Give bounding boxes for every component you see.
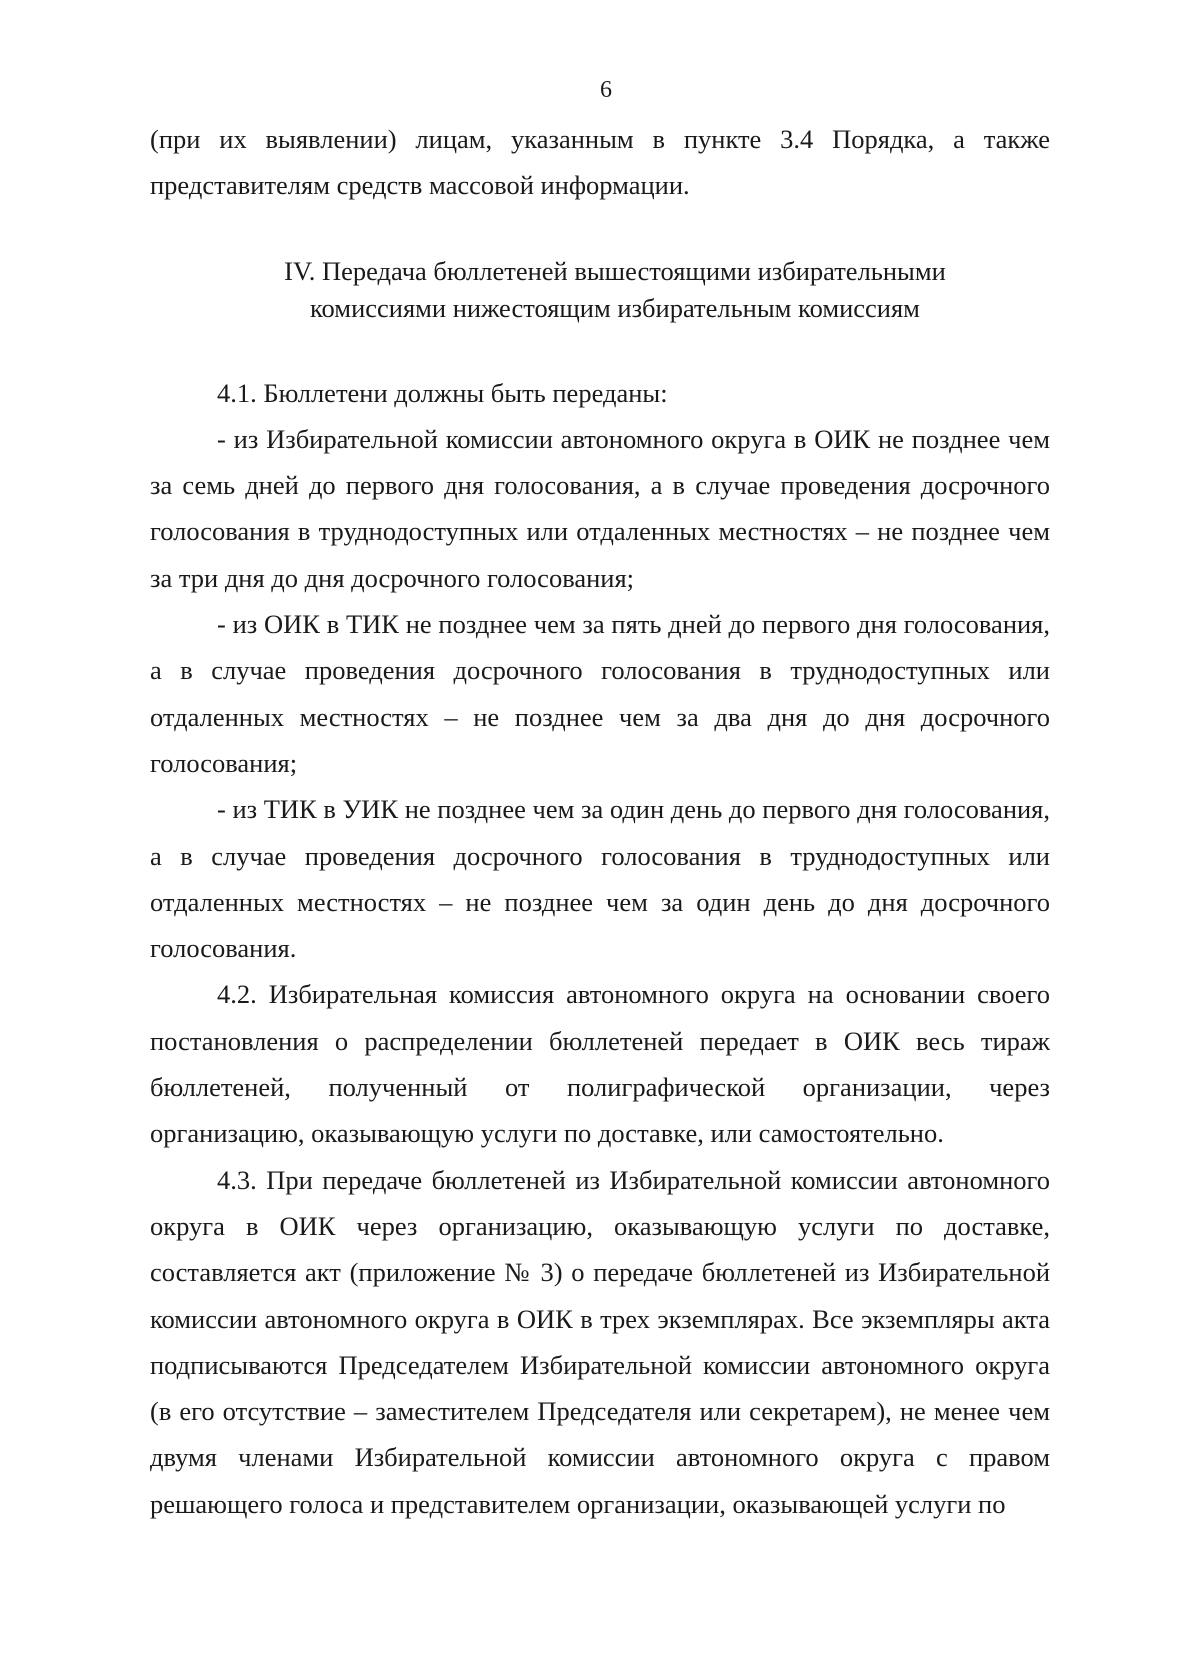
- paragraph-4-1-item-c: - из ТИК в УИК не позднее чем за один день до первого дня голосования, а в случае проведения досрочного голосования в труднодоступных или отдаленных местностях – не позднее чем за один день до дня досрочного голосования.: [150, 794, 1050, 964]
- section-heading-line-1: IV. Передача бюллетеней вышестоящими избирательными: [284, 255, 946, 286]
- paragraph-4-1-item-b: - из ОИК в ТИК не позднее чем за пять дней до первого дня голосования, а в случае проведения досрочного голосования в труднодоступных или отдаленных местностях – не позднее чем за два дня до дня досрочного голосования;: [150, 609, 1050, 778]
- section-heading-line-2: комиссиями нижестоящим избирательным комиссиям: [310, 292, 920, 323]
- paragraph-4-1: 4.1. Бюллетени должны быть переданы:: [217, 377, 668, 408]
- paragraph-4-1-item-a: - из Избирательной комиссии автономного округа в ОИК не позднее чем за семь дней до первого дня голосования, а в случае проведения досрочного голосования в труднодоступных или отдаленных местностях – не позднее чем за три дня до дня досрочного голосования;: [150, 423, 1050, 593]
- document-body: [150, 116, 1050, 1527]
- paragraph-4-3: 4.3. При передаче бюллетеней из Избирательной комиссии автономного округа в ОИК через организацию, оказывающую услуги по доставке, составляется акт (приложение № 3) о передаче бюллетеней из Избирательной комиссии автономного округа в ОИК в трех экземплярах. Все экземпляры акта подписываются Председателем Избирательной комиссии автономного округа (в его отсутствие – заместителем Председателя или секретарем), не менее чем двумя членами Избирательной комиссии автономного округа с правом решающего голоса и представителем организации, оказывающей услуги по: [150, 1164, 1050, 1519]
- intro-paragraph: (при их выявлении) лицам, указанным в пункте 3.4 Порядка, а также представителям средств массовой информации.: [150, 124, 1050, 201]
- paragraph-4-2: 4.2. Избирательная комиссия автономного округа на основании своего постановления о распределении бюллетеней передает в ОИК весь тираж бюллетеней, полученный от полиграфической организации, через организацию, оказывающую услуги по доставке, или самостоятельно.: [150, 979, 1050, 1149]
- page-number: 6: [600, 77, 612, 103]
- section-heading: [150, 253, 1050, 327]
